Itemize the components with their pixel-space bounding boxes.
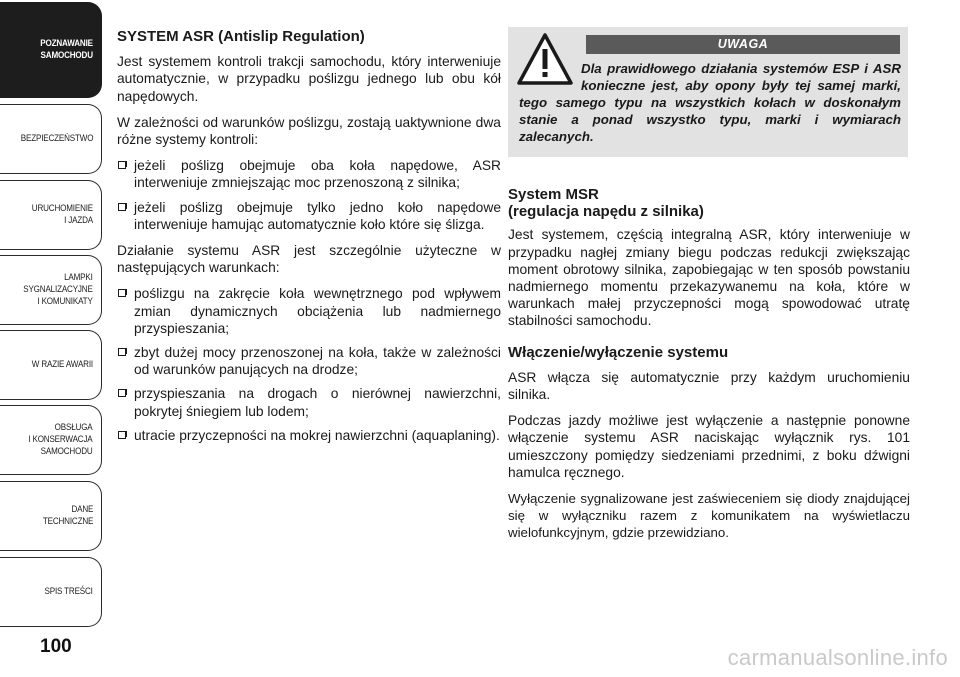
paragraph: W zależności od warunków poślizgu, zostają uaktywnione dwa różne systemy kontroli:	[117, 114, 501, 148]
tab-poznawanie-samochodu[interactable]	[0, 2, 102, 98]
checkbox-bullet-icon	[118, 203, 126, 211]
tab-spis-tresci[interactable]	[0, 557, 102, 627]
checkbox-bullet-icon	[118, 289, 126, 297]
tab-label: W RAZIE AWARII	[31, 359, 93, 370]
paragraph: Jest systemem kontroli trakcji samochodu, który interweniuje automatycznie, w przypadku poślizgu jednego lub obu kół napędowych.	[117, 54, 501, 104]
paragraph: Wyłączenie sygnalizowane jest zaświeceniem się diody znajdującej się w wyłączniku razem z komunikatem na wyświetlaczu wielofunkcyjnym, gdzie przewidziano.	[508, 491, 910, 541]
warning-box	[508, 27, 908, 157]
list-item: jeżeli poślizg obejmuje oba koła napędowe, ASR interweniuje zmniejszając moc przenoszoną z silnika;	[117, 157, 501, 191]
tab-w-razie-awarii[interactable]	[0, 330, 102, 400]
list-item: utracie przyczepności na mokrej nawierzchni (aquaplaning).	[117, 427, 501, 444]
tab-lampki-sygnalizacyjne[interactable]	[0, 255, 102, 325]
tab-label: LAMPKI SYGNALIZACYJNE I KOMUNIKATY	[23, 272, 93, 307]
bullet-list	[117, 285, 501, 444]
checkbox-bullet-icon	[118, 431, 126, 439]
page-number: 100	[40, 636, 72, 657]
list-item: zbyt dużej mocy przenoszonej na koła, także w zależności od warunków panujących na drodze;	[117, 344, 501, 378]
checkbox-bullet-icon	[118, 348, 126, 356]
tab-obsluga-i-konserwacja[interactable]	[0, 405, 102, 475]
tab-label: POZNAWANIE SAMOCHODU	[40, 38, 93, 61]
section-heading-asr: SYSTEM ASR (Antislip Regulation)	[117, 28, 365, 45]
section-heading-toggle: Włączenie/wyłączenie systemu	[508, 343, 729, 361]
bullet-list	[117, 157, 501, 233]
tab-label: URUCHOMIENIE I JAZDA	[31, 203, 93, 226]
paragraph: Jest systemem, częścią integralną ASR, który interweniuje w przypadku nagłej zmiany biegu podczas redukcji zwiększając moment obrotowy silnika, zapobiegając w ten sposób powstaniu nadmiernego momentu przekazywanemu na koła, które w warunkach małej przyczepności mogą spowodować utratę stabilności samochodu.	[508, 227, 910, 329]
checkbox-bullet-icon	[118, 161, 126, 169]
section-heading-msr: System MSR (regulacja napędu z silnika)	[508, 186, 704, 221]
list-item: przyspieszania na drogach o nierównej nawierzchni, pokrytej śniegiem lub lodem;	[117, 385, 501, 419]
paragraph: ASR włącza się automatycznie przy każdym uruchomieniu silnika.	[508, 369, 910, 403]
checkbox-bullet-icon	[118, 389, 126, 397]
right-column	[508, 186, 910, 551]
tab-label: SPIS TREŚCI	[44, 586, 93, 597]
paragraph: Działanie systemu ASR jest szczególnie użyteczne w następujących warunkach:	[117, 243, 501, 276]
tab-label: DANE TECHNICZNE	[42, 504, 93, 527]
tab-dane-techniczne[interactable]	[0, 481, 102, 551]
tab-bezpieczenstwo[interactable]	[0, 104, 102, 174]
tab-label: OBSŁUGA I KONSERWACJA SAMOCHODU	[28, 422, 93, 457]
left-column	[117, 28, 501, 453]
tab-uruchomienie-i-jazda[interactable]	[0, 180, 102, 250]
list-item: jeżeli poślizg obejmuje tylko jedno koło napędowe interweniuje hamując automatycznie koło które się ślizga.	[117, 199, 501, 233]
warning-label: UWAGA	[586, 35, 900, 54]
list-item: poślizgu na zakręcie koła wewnętrznego pod wpływem zmian dynamicznych obciążenia lub nadmiernego przyspieszania;	[117, 285, 501, 337]
watermark: carmanualsonline.info	[727, 645, 948, 670]
warning-text: Dla prawidłowego działania systemów ESP i ASR konieczne jest, aby opony były tej samej marki, tego samego typu na wszystkich kołach w doskonałym stanie a ponad wszystko typu, marki i wymiarach zalecanych.	[519, 61, 901, 144]
chapter-tabs	[0, 0, 103, 640]
paragraph: Podczas jazdy możliwe jest wyłączenie a następnie ponowne włączenie systemu ASR naciskając wyłącznik rys. 101 umieszczony pomiędzy siedzeniami przednimi, z boku dźwigni hamulca ręcznego.	[508, 413, 910, 480]
tab-label: BEZPIECZEŃSTWO	[20, 133, 93, 144]
